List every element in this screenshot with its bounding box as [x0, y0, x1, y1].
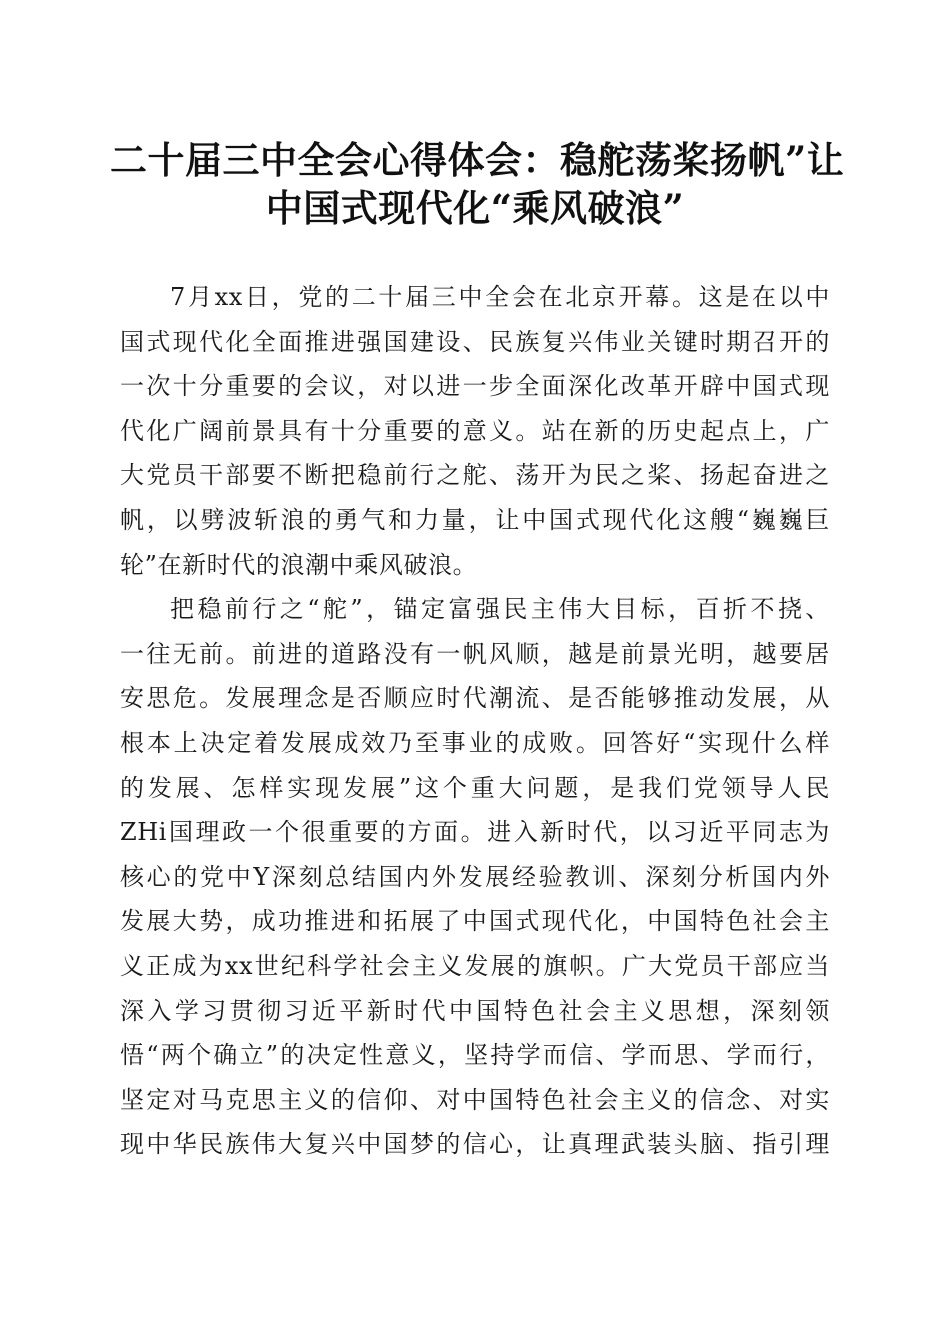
paragraph-line: 发展大势，成功推进和拓展了中国式现代化，中国特色社会主	[120, 907, 830, 936]
paragraph-line: 安思危。发展理念是否顺应时代潮流、是否能够推动发展，从	[120, 684, 830, 713]
title-line-1: 二十届三中全会心得体会：稳舵荡桨扬帆”让	[110, 138, 845, 182]
paragraph-line: 深入学习贯彻习近平新时代中国特色社会主义思想，深刻领	[120, 996, 830, 1025]
paragraph-2	[120, 587, 830, 1167]
paragraph-line: 悟“两个确立”的决定性意义，坚持学而信、学而思、学而行，	[120, 1041, 830, 1070]
paragraph-line: 帆，以劈波斩浪的勇气和力量，让中国式现代化这艘“巍巍巨	[120, 505, 830, 534]
title-line-2: 中国式现代化“乘风破浪”	[265, 186, 685, 230]
paragraph-line: 坚定对马克思主义的信仰、对中国特色社会主义的信念、对实	[120, 1085, 830, 1114]
paragraph-line: 代化广阔前景具有十分重要的意义。站在新的历史起点上，广	[120, 416, 830, 445]
paragraph-line: ZHi国理政一个很重要的方面。进入新时代，以习近平同志为	[120, 818, 830, 847]
paragraph-line: 现中华民族伟大复兴中国梦的信心，让真理武装头脑、指引理	[120, 1130, 830, 1159]
paragraph-line: 核心的党中Y深刻总结国内外发展经验教训、深刻分析国内外	[120, 862, 830, 891]
paragraph-line: 轮”在新时代的浪潮中乘风破浪。	[120, 550, 478, 579]
paragraph-line: 7月xx日，党的二十届三中全会在北京开幕。这是在以中	[170, 283, 830, 311]
paragraph-line: 大党员干部要不断把稳前行之舵、荡开为民之桨、扬起奋进之	[120, 461, 830, 490]
paragraph-line: 国式现代化全面推进强国建设、民族复兴伟业关键时期召开的	[120, 327, 830, 356]
paragraph-line: 把稳前行之“舵”，锚定富强民主伟大目标，百折不挠、	[170, 595, 830, 624]
paragraph-line: 一次十分重要的会议，对以进一步全面深化改革开辟中国式现	[120, 372, 830, 401]
paragraph-line: 义正成为xx世纪科学社会主义发展的旗帜。广大党员干部应当	[120, 951, 830, 980]
document-title	[110, 136, 845, 232]
paragraph-line: 的发展、怎样实现发展”这个重大问题，是我们党领导人民	[120, 773, 830, 802]
paragraph-line: 一往无前。前进的道路没有一帆风顺，越是前景光明，越要居	[120, 639, 830, 668]
document-body	[120, 275, 830, 1167]
paragraph-line: 根本上决定着发展成效乃至事业的成败。回答好“实现什么样	[120, 728, 830, 757]
paragraph-1	[120, 275, 830, 587]
